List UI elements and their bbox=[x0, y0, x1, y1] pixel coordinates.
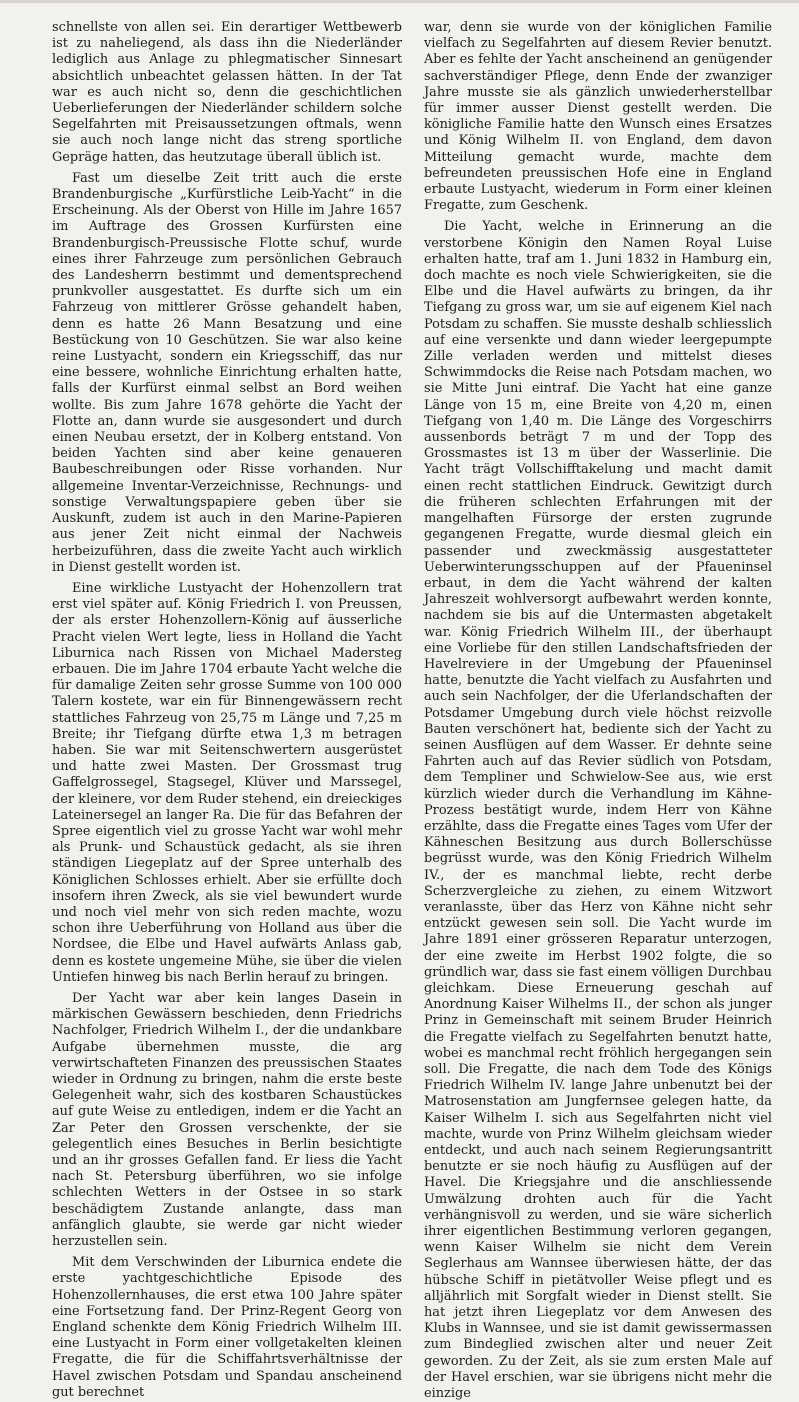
paragraph: schnellste von allen sei. Ein derartiger Wettbewerb ist zu naheliegend, als dass ihn die Niederländer lediglich aus Anlage zu phlegmatischer Sinnesart absichtlich unbeachtet gelassen hätten. In der Tat war es auch nicht so, denn die geschichtlichen Ueberlieferungen der Niederländer schildern solche Segelfahrten mit Preisaussetzungen oftmals, wenn sie auch noch lange nicht das streng sportliche Gepräge hatten, das heutzutage überall üblich ist. bbox=[52, 20, 402, 165]
paragraph: Eine wirkliche Lustyacht der Hohenzollern trat erst viel später auf. König Friedrich I. von Preussen, der als erster Hohenzollern-König auf äusserliche Pracht vielen Wert legte, liess in Holland die Yacht Liburnica nach Rissen von Michael Madersteg erbauen. Die im Jahre 1704 erbaute Yacht welche die für damalige Zeiten sehr grosse Summe von 100 000 Talern kostete, war ein für Binnengewässern recht stattliches Fahrzeug von 25,75 m Länge und 7,25 m Breite; ihr Tiefgang dürfte etwa 1,3 m betragen haben. Sie war mit Seitenschwertern ausgerüstet und hatte zwei Masten. Der Grossmast trug Gaffelgrossegel, Stagsegel, Klüver und Marssegel, der kleinere, vor dem Ruder stehend, ein dreieckiges Lateinersegel an langer Ra. Die für das Befahren der Spree eigentlich viel zu grosse Yacht war wohl mehr als Prunk- und Schaustück gedacht, als sie ihren ständigen Liegeplatz auf der Spree unterhalb des Königlichen Schlosses erhielt. Aber sie erfüllte doch insofern ihren Zweck, als sie viel bewundert wurde und noch viel mehr von sich reden machte, wozu schon ihre Ueberführung von Holland aus über die Nordsee, die Elbe und Havel aufwärts Anlass gab, denn es kostete ungemeine Mühe, sie über die vielen Untiefen hinweg bis nach Berlin herauf zu bringen. bbox=[52, 580, 402, 985]
right-column bbox=[424, 20, 772, 1402]
left-column bbox=[52, 20, 402, 1401]
paragraph: Mit dem Verschwinden der Liburnica endete die erste yachtgeschichtliche Episode des Hohenzollernhauses, die erst etwa 100 Jahre später eine Fortsetzung fand. Der Prinz-Regent Georg von England schenkte dem König Friedrich Wilhelm III. eine Lustyacht in Form einer vollgetakelten kleinen Fregatte, die für die Schiffahrtsverhältnisse der Havel zwischen Potsdam und Spandau anscheinend gut berechnet bbox=[52, 1255, 402, 1400]
paragraph: Die Yacht, welche in Erinnerung an die verstorbene Königin den Namen Royal Luise erhalten hatte, traf am 1. Juni 1832 in Hamburg ein, doch machte es noch viele Schwierigkeiten, sie die Elbe und die Havel aufwärts zu bringen, da ihr Tiefgang zu gross war, um sie auf eigenem Kiel nach Potsdam zu schaffen. Sie musste deshalb schliesslich auf eine versenkte und dann wieder leergepumpte Zille verladen werden und mittelst dieses Schwimmdocks die Reise nach Potsdam machen, wo sie Mitte Juni eintraf. Die Yacht hat eine ganze Länge von 15 m, eine Breite von 4,20 m, einen Tiefgang von 1,40 m. Die Länge des Vorgeschirrs aussenbords beträgt 7 m und der Topp des Grossmastes ist 13 m über der Wasserlinie. Die Yacht trägt Vollschifftakelung und macht damit einen recht stattlichen Eindruck. Gewitzigt durch die früheren schlechten Erfahrungen mit der mangelhaften Fürsorge der ersten zugrunde gegangenen Fregatte, wurde diesmal gleich ein passender und zweckmässig ausgestatteter Ueberwinterungsschuppen auf der Pfaueninsel erbaut, in dem die Yacht während der kalten Jahreszeit wohlversorgt aufbewahrt werden konnte, nachdem sie bis auf die Untermasten abgetakelt war. König Friedrich Wilhelm III., der überhaupt eine Vorliebe für den stillen Landschaftsfrieden der Havelreviere in der Umgebung der Pfaueninsel hatte, benutzte die Yacht vielfach zu Ausfahrten und auch sein Nachfolger, der die Uferlandschaften der Potsdamer Umgebung durch viele höchst reizvolle Bauten verschönert hat, bediente sich der Yacht zu seinen Ausflügen auf dem Wasser. Er dehnte seine Fahrten auch auf das Revier südlich von Potsdam, dem Templiner und Schwielow-See aus, wie erst kürzlich wieder durch die Verhandlung im Kähne-Prozess bestätigt wurde, indem Herr von Kähne erzählte, dass die Fregatte eines Tages vom Ufer der Kähneschen Besitzung aus durch Bollerschüsse begrüsst wurde, was den König Friedrich Wilhelm IV., der es manchmal liebte, recht derbe Scherzvergleiche zu ziehen, zu einem Witzwort veranlasste, über das Herz von Kähne nicht sehr entzückt gewesen sein soll. Die Yacht wurde im Jahre 1891 einer grösseren Reparatur unterzogen, der eine zweite im Herbst 1902 folgte, die so gründlich war, dass sie fast einem völligen Durchbau gleichkam. Diese Erneuerung geschah auf Anordnung Kaiser Wilhelms II., der schon als junger Prinz in Gemeinschaft mit seinem Bruder Heinrich die Fregatte vielfach zu Segelfahrten benutzt hatte, wobei es manchmal recht fröhlich hergegangen sein soll. Die Fregatte, die nach dem Tode des Königs Friedrich Wilhelm IV. lange Jahre unbenutzt bei der Matrosenstation am Jungfernsee gelegen hatte, da Kaiser Wilhelm I. sich aus Segelfahrten nicht viel machte, wurde von Prinz Wilhelm gleichsam wieder entdeckt, und auch nach seinem Regierungsantritt benutzte er sie noch häufig zu Ausflügen auf der Havel. Die Kriegsjahre und die anschliessende Umwälzung drohten auch für die Yacht verhängnisvoll zu werden, und sie wäre sicherlich ihrer eigentlichen Bestimmung verloren gegangen, wenn Kaiser Wilhelm sie nicht dem Verein Seglerhaus am Wannsee überwiesen hätte, der das hübsche Schiff in pietätvoller Weise pflegt und es alljährlich mit Sorgfalt wieder in Dienst stellt. Sie hat jetzt ihren Liegeplatz vor dem Anwesen des Klubs in Wannsee, und sie ist damit gewissermassen zum Bindeglied zwischen alter und neuer Zeit geworden. Zu der Zeit, als sie zum ersten Male auf der Havel erschien, war sie übrigens nicht mehr die einzige bbox=[424, 219, 772, 1402]
paragraph: war, denn sie wurde von der königlichen Familie vielfach zu Segelfahrten auf diesem Revier benutzt. Aber es fehlte der Yacht anscheinend an genügender sachverständiger Pflege, denn Ende der zwanziger Jahre musste sie als gänzlich unwiederherstellbar für immer ausser Dienst gestellt werden. Die königliche Familie hatte den Wunsch eines Ersatzes und König Wilhelm II. von England, dem davon Mitteilung gemacht wurde, machte dem befreundeten preussischen Hofe eine in England erbaute Lustyacht, wiederum in Form einer kleinen Fregatte, zum Geschenk. bbox=[424, 20, 772, 214]
paragraph: Fast um dieselbe Zeit tritt auch die erste Brandenburgische „Kurfürstliche Leib-Yacht“ in die Erscheinung. Als der Oberst von Hille im Jahre 1657 im Auftrage des Grossen Kurfürsten eine Brandenburgisch-Preussische Flotte schuf, wurde eines ihrer Fahrzeuge zum persönlichen Gebrauch des Landesherrn bestimmt und dementsprechend prunkvoller ausgestattet. Es durfte sich um ein Fahrzeug von mittlerer Grösse gehandelt haben, denn es hatte 26 Mann Besatzung und eine Bestückung von 10 Geschützen. Sie war also keine reine Lustyacht, sondern ein Kriegsschiff, das nur eine bessere, wohnliche Einrichtung erhalten hatte, falls der Kurfürst einmal selbst an Bord weihen wollte. Bis zum Jahre 1678 gehörte die Yacht der Flotte an, dann wurde sie ausgesondert und durch einen Neubau ersetzt, der in Kolberg entstand. Von beiden Yachten sind aber keine genaueren Baubeschreibungen oder Risse vorhanden. Nur allgemeine Inventar-Verzeichnisse, Rechnungs- und sonstige Verwaltungspapiere geben über sie Auskunft, zudem ist auch in den Marine-Papieren aus jener Zeit nicht einmal der Nachweis herbeizuführen, dass die zweite Yacht auch wirklich in Dienst gestellt worden ist. bbox=[52, 170, 402, 575]
paragraph: Der Yacht war aber kein langes Dasein in märkischen Gewässern beschieden, denn Friedrichs Nachfolger, Friedrich Wilhelm I., der die undankbare Aufgabe übernehmen musste, die arg verwirtschafteten Finanzen des preussischen Staates wieder in Ordnung zu bringen, nahm die erste beste Gelegenheit wahr, sich des kostbaren Schaustückes auf gute Weise zu entledigen, indem er die Yacht an Zar Peter den Grossen verschenkte, der sie gelegentlich eines Besuches in Berlin besichtigte und an ihr grosses Gefallen fand. Er liess die Yacht nach St. Petersburg überführen, wo sie infolge schlechten Wetters in der Ostsee in so stark beschädigtem Zustande anlangte, dass man anfänglich glaubte, sie werde gar nicht wieder herzustellen sein. bbox=[52, 990, 402, 1250]
page-top-edge bbox=[0, 0, 799, 3]
